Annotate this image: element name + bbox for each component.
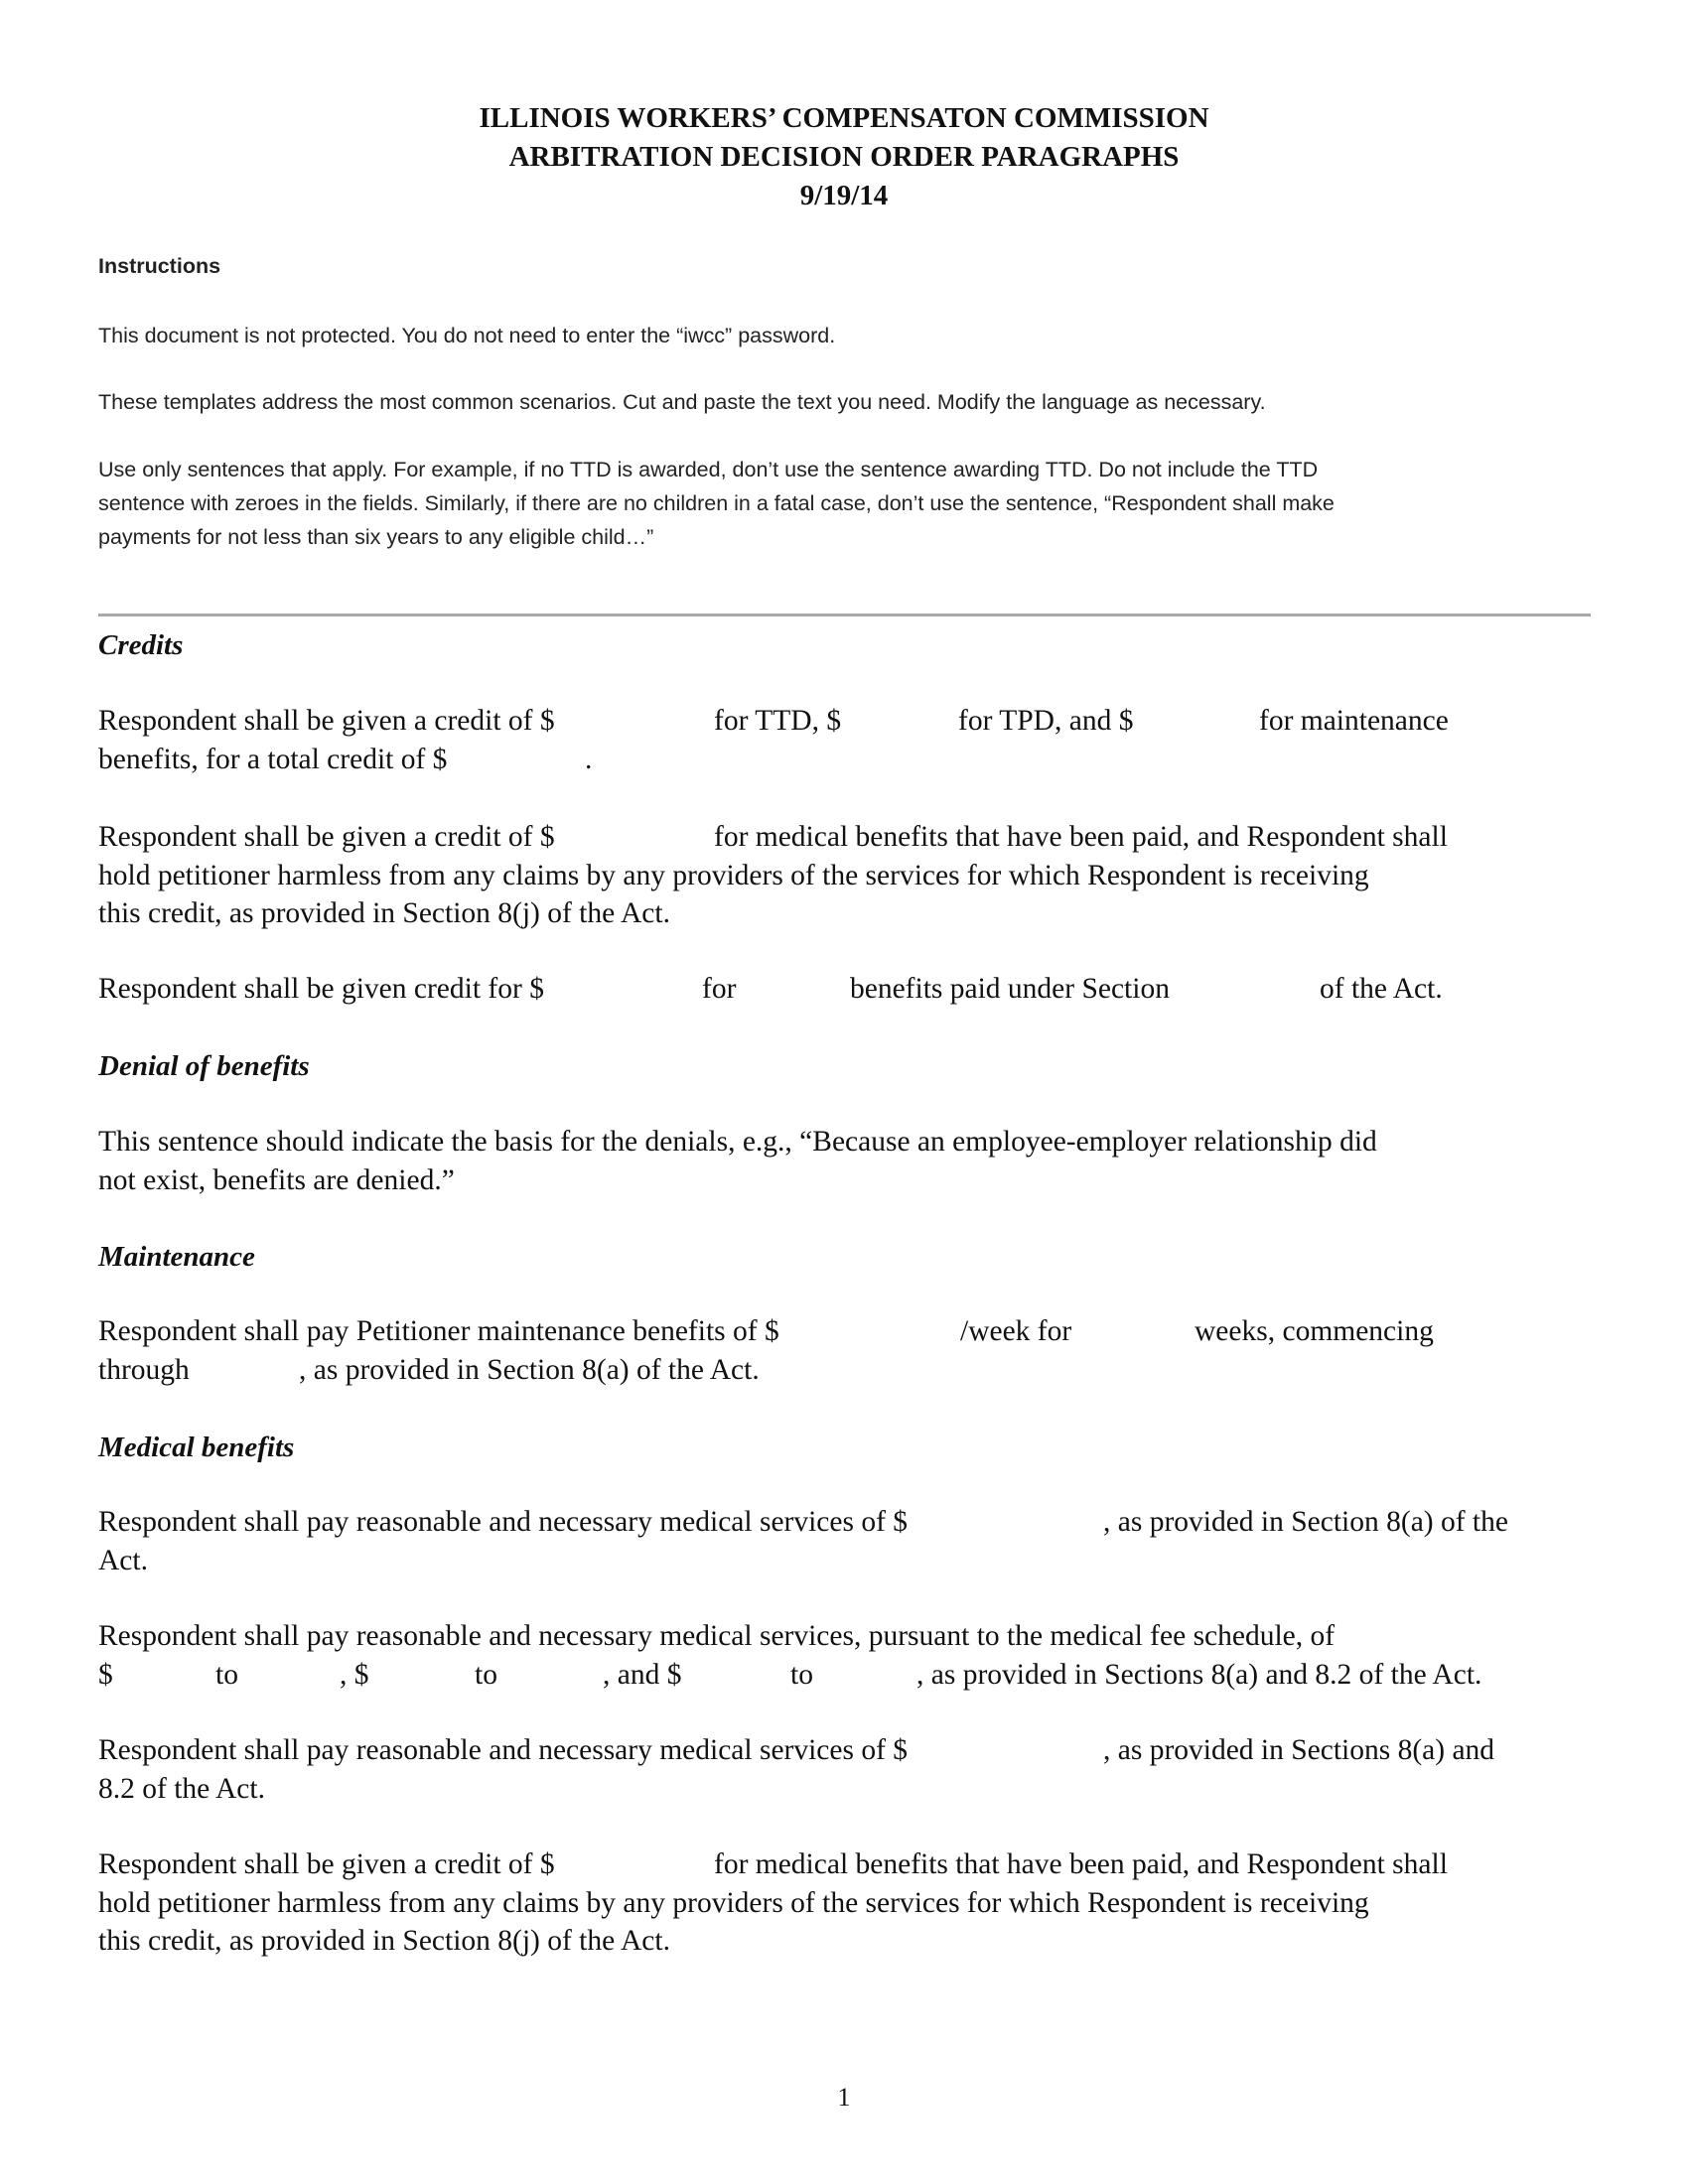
text-segment: weeks, commencing <box>1195 1315 1434 1347</box>
medical-paragraph-1 <box>98 1503 1608 1579</box>
credits-heading: Credits <box>98 629 184 661</box>
instruction-line: payments for not less than six years to any eligible child…” <box>98 525 654 549</box>
denial-heading: Denial of benefits <box>98 1050 310 1082</box>
text-segment: for <box>702 973 737 1005</box>
text-segment: , $ <box>340 1658 369 1691</box>
credits-paragraph-2 <box>98 818 1608 933</box>
text-segment: to <box>215 1658 238 1691</box>
text-segment: , as provided in Sections 8(a) and 8.2 of the Act. <box>916 1658 1482 1691</box>
credits-paragraph-1 <box>98 702 1608 778</box>
text-segment: for medical benefits that have been paid, and Respondent shall <box>714 821 1448 853</box>
text-segment: This sentence should indicate the basis for the denials, e.g., “Because an employee-employer relationship did <box>98 1126 1377 1158</box>
text-segment: . <box>585 743 593 775</box>
instruction-line: sentence with zeroes in the fields. Similarly, if there are no children in a fatal case, don’t use the sentence, “Respondent shall make <box>98 491 1335 515</box>
text-segment: hold petitioner harmless from any claims by any providers of the services for which Respondent is receiving <box>98 859 1369 891</box>
maintenance-paragraph <box>98 1312 1608 1389</box>
title-line-2: ARBITRATION DECISION ORDER PARAGRAPHS <box>508 141 1180 173</box>
instruction-line: Use only sentences that apply. For example, if no TTD is awarded, don’t use the sentence awarding TTD. Do not include the TTD <box>98 458 1319 481</box>
text-segment: Respondent shall pay reasonable and necessary medical services of $ <box>98 1734 909 1766</box>
text-segment: Respondent shall pay reasonable and necessary medical services, pursuant to the medical fee schedule, of <box>98 1620 1336 1652</box>
title-line-1: ILLINOIS WORKERS’ COMPENSATON COMMISSION <box>479 102 1209 134</box>
text-segment: for TPD, and $ <box>958 705 1134 737</box>
text-segment: to <box>475 1658 497 1691</box>
instruction-paragraph-3 <box>98 453 1588 554</box>
medical-paragraph-4 <box>98 1845 1608 1961</box>
text-segment: for medical benefits that have been paid, and Respondent shall <box>714 1848 1448 1880</box>
text-segment: Respondent shall be given a credit of $ <box>98 821 555 853</box>
text-segment: to <box>790 1658 813 1691</box>
text-segment: 8.2 of the Act. <box>98 1772 265 1805</box>
instructions-heading: Instructions <box>98 254 221 278</box>
text-segment: Act. <box>98 1544 148 1576</box>
text-segment: Respondent shall pay Petitioner maintenance benefits of $ <box>98 1315 779 1347</box>
denial-paragraph <box>98 1123 1608 1199</box>
credits-paragraph-3 <box>98 970 1608 1009</box>
text-segment: benefits, for a total credit of $ <box>98 743 448 775</box>
text-segment: , and $ <box>603 1658 682 1691</box>
text-segment: through <box>98 1353 190 1386</box>
instruction-paragraph-2: These templates address the most common scenarios. Cut and paste the text you need. Modify the language as necessary. <box>98 390 1266 414</box>
medical-paragraph-3 <box>98 1731 1608 1808</box>
text-segment: , as provided in Sections 8(a) and <box>1103 1734 1495 1766</box>
medical-heading: Medical benefits <box>98 1432 295 1463</box>
text-segment: $ <box>98 1658 113 1691</box>
text-segment: benefits paid under Section <box>850 973 1170 1005</box>
text-segment: not exist, benefits are denied.” <box>98 1163 455 1196</box>
title-date: 9/19/14 <box>799 180 889 211</box>
text-segment: of the Act. <box>1320 973 1443 1005</box>
text-segment: , as provided in Section 8(a) of the <box>1103 1506 1508 1538</box>
text-segment: Respondent shall be given credit for $ <box>98 973 544 1005</box>
text-segment: this credit, as provided in Section 8(j) of the Act. <box>98 1925 670 1957</box>
horizontal-divider <box>98 614 1591 616</box>
instruction-paragraph-1: This document is not protected. You do not need to enter the “iwcc” password. <box>98 324 836 347</box>
text-segment: , as provided in Section 8(a) of the Act. <box>299 1353 760 1386</box>
text-segment: Respondent shall be given a credit of $ <box>98 1848 555 1880</box>
medical-paragraph-2 <box>98 1617 1608 1694</box>
maintenance-heading: Maintenance <box>98 1241 255 1273</box>
text-segment: for maintenance <box>1259 705 1449 737</box>
text-segment: hold petitioner harmless from any claims by any providers of the services for which Respondent is receiving <box>98 1886 1369 1919</box>
text-segment: Respondent shall be given a credit of $ <box>98 705 555 737</box>
text-segment: this credit, as provided in Section 8(j) of the Act. <box>98 897 670 929</box>
page-number: 1 <box>837 2083 851 2112</box>
text-segment: /week for <box>960 1315 1072 1347</box>
text-segment: Respondent shall pay reasonable and necessary medical services of $ <box>98 1506 909 1538</box>
text-segment: for TTD, $ <box>714 705 842 737</box>
